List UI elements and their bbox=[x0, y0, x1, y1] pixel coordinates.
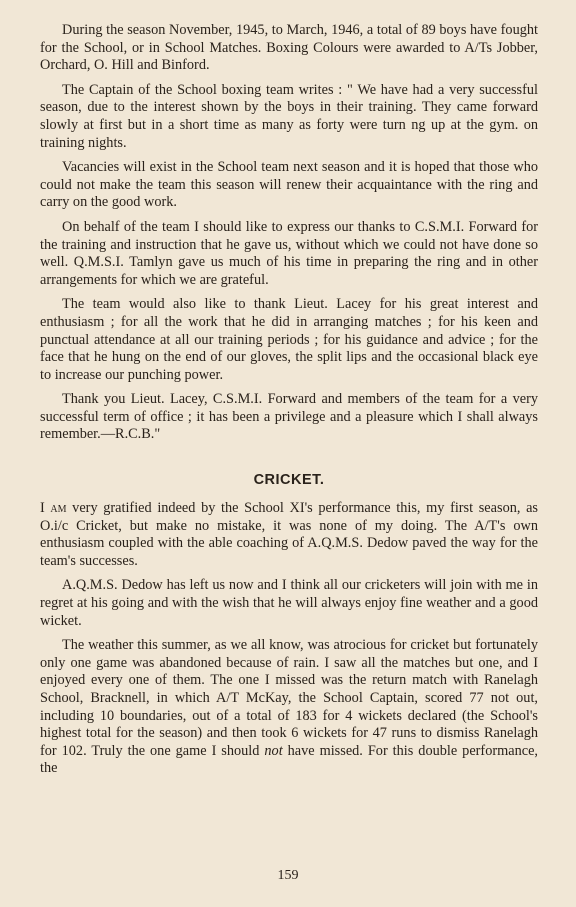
page-number: 159 bbox=[277, 868, 299, 883]
cricket-paragraph-3 bbox=[40, 637, 538, 778]
boxing-paragraph-5: The team would also like to thank Lieut. Lacey for his great interest and enthusiasm ; for all the work that he did in arranging matches ; for his keen and punctual attendance at all our training periods ; for his guidance and advice ; for the face that he hung on the end of our gloves, the split lips and the occasional black eye to increase our punching power. bbox=[40, 296, 538, 383]
cricket-paragraph-1-text: very gratified indeed by the School XI's performance this, my first season, as O.i/c Cricket, but make no mistake, it was none of my doing. The A/T's own enthusiasm coupled with the able coaching of A.Q.M.S. Dedow paved the way for the team's successes. bbox=[40, 500, 538, 569]
cricket-paragraph-3-emphasis: not bbox=[264, 742, 283, 759]
boxing-paragraph-3: Vacancies will exist in the School team next season and it is hoped that those who could not make the team this season will renew their acquaintance with the ring and carry on the good work. bbox=[40, 159, 538, 211]
cricket-paragraph-1 bbox=[40, 500, 538, 570]
cricket-heading: CRICKET. bbox=[253, 472, 325, 489]
boxing-paragraph-1: During the season November, 1945, to March, 1946, a total of 89 boys have fought for the School, or in School Matches. Boxing Colours were awarded to A/Ts Jobber, Orchard, O. Hill and Binford. bbox=[40, 22, 538, 74]
cricket-paragraph-3-continuation: have missed. For this double performance, the bbox=[40, 742, 538, 777]
cricket-paragraph-3-text: The weather this summer, as we all know, was atrocious for cricket but fortunately only one game was abandoned because of rain. I saw all the matches but one, and I enjoyed every one of them. The one I missed was the return match with Ranelagh School, Bracknell, in which A/T McKay, the School Captain, scored 77 not out, including 10 boundaries, out of a total of 183 for 4 wickets declared (the School's highest total for the season) and then took 6 wickets for 47 runs to dismiss Ranelagh for 102. Truly the one game I should bbox=[40, 637, 538, 759]
boxing-paragraph-2: The Captain of the School boxing team writes : " We have had a very successful season, due to the interest shown by the boys in their training. They came forward slowly at first but in a short time as many as forty were turn ng up at the gym. on training nights. bbox=[40, 81, 538, 151]
cricket-paragraph-1-lead: I am bbox=[40, 500, 67, 517]
boxing-paragraph-6: Thank you Lieut. Lacey, C.S.M.I. Forward and members of the team for a very successful term of office ; it has been a privilege and a pleasure which I shall always remember.—R.C.B." bbox=[40, 391, 538, 443]
boxing-paragraph-4: On behalf of the team I should like to express our thanks to C.S.M.I. Forward for the training and instruction that he gave us, without which we could not have done so well. Q.M.S.I. Tamlyn gave us much of his time in preparing the ring and in other arrangements for which we are grateful. bbox=[40, 218, 538, 288]
cricket-paragraph-2: A.Q.M.S. Dedow has left us now and I think all our cricketers will join with me in regret at his going and with the wish that he will always enjoy fine weather and a good wicket. bbox=[40, 577, 538, 629]
